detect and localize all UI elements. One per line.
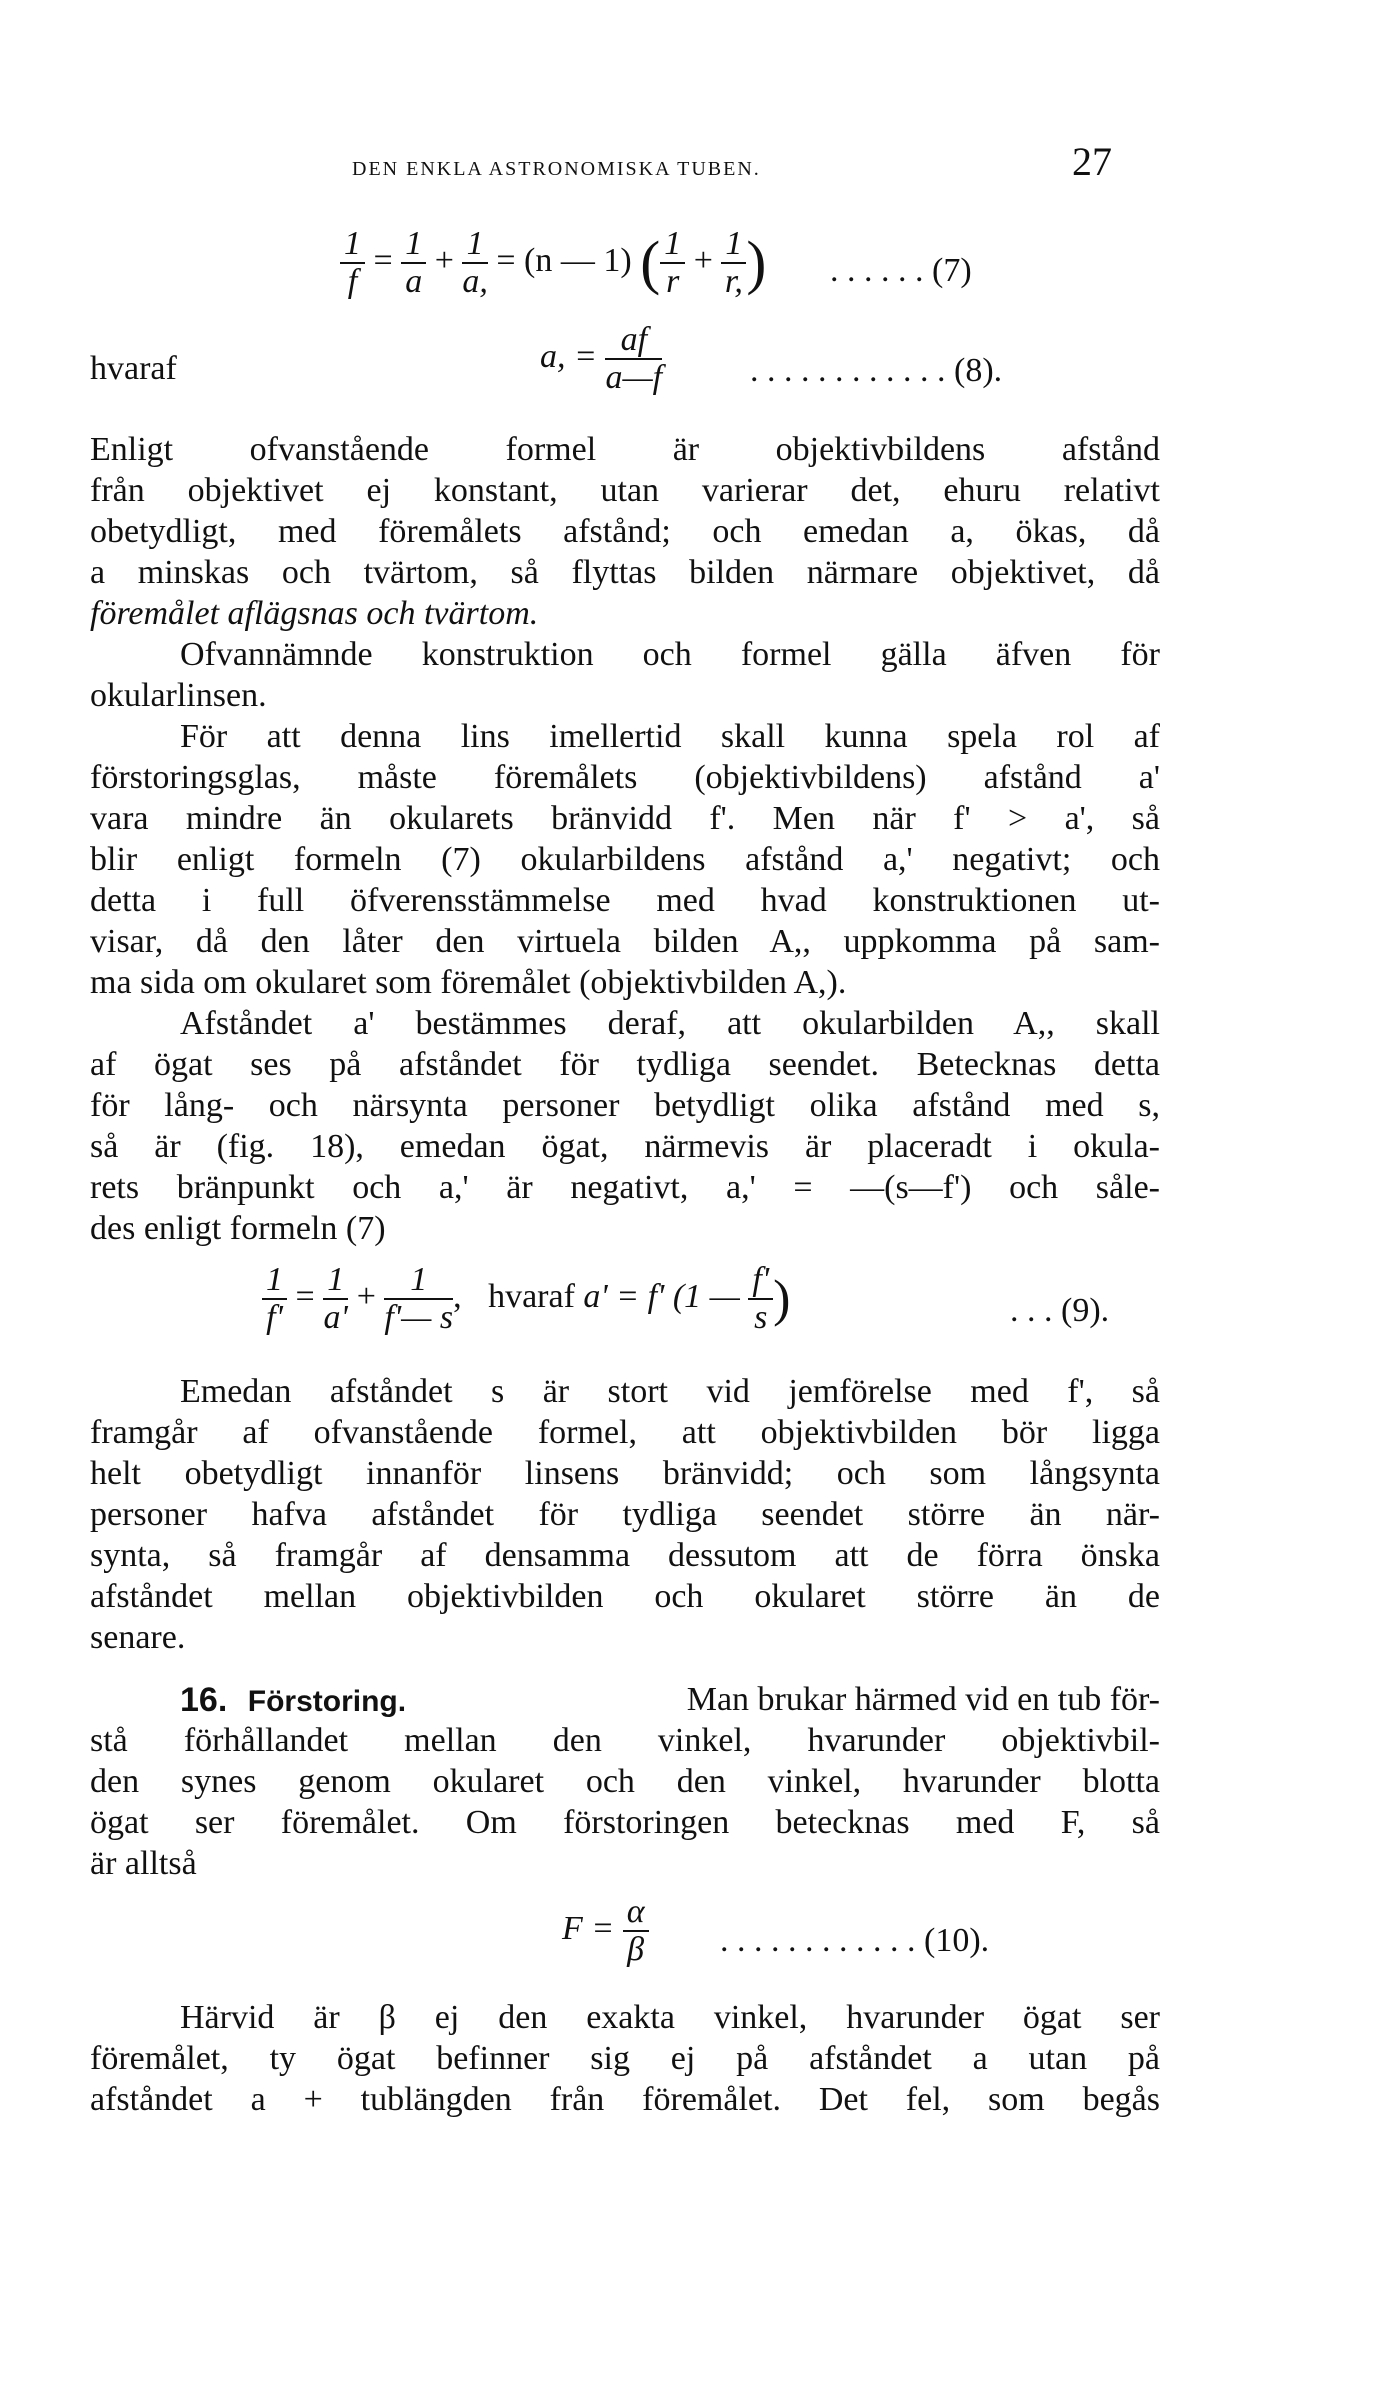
text-line: Härvid är β ej den exakta vinkel, hvarunder ögat ser (180, 1999, 1160, 2036)
text-line: obetydligt, med föremålets afstånd; och emedan a, ökas, då (90, 513, 1160, 550)
text-line: af ögat ses på afståndet för tydliga seendet. Betecknas detta (90, 1046, 1160, 1083)
equation-7: $\frac{1}{f}$ = $\frac{1}{a}$ + $\frac{1}{a,}$ = (n — 1) ( $\frac{1}{r}$ + $\frac{1}{r,}$ ) (340, 226, 766, 300)
equation-10: F = $\frac{\alpha}{\beta}$ (562, 1894, 649, 1968)
text-line: senare. (90, 1619, 186, 1656)
text-line: så är (fig. 18), emedan ögat, närmevis är placeradt i okula- (90, 1128, 1160, 1165)
text-line: Ofvannämnde konstruktion och formel gälla äfven för (180, 636, 1160, 673)
equation-7-tag: . . . . . . (7) (830, 252, 972, 289)
text-line: a minskas och tvärtom, så flyttas bilden närmare objektivet, då (90, 554, 1160, 591)
text-line: Afståndet a' bestämmes deraf, att okularbilden A,, skall (180, 1005, 1160, 1042)
text-line: för lång- och närsynta personer betydligt olika afstånd med s, (90, 1087, 1160, 1124)
section-number: 16. (180, 1681, 228, 1719)
text-line: stå förhållandet mellan den vinkel, hvarunder objektivbil- (90, 1722, 1160, 1759)
text-line: personer hafva afståndet för tydliga seendet större än när- (90, 1496, 1160, 1533)
text-line: För att denna lins imellertid skall kunna spela rol af (180, 718, 1160, 755)
text-line: föremålet, ty ögat befinner sig ej på afståndet a utan på (90, 2040, 1160, 2077)
text-line: den synes genom okularet och den vinkel, hvarunder blotta (90, 1763, 1160, 1800)
text-line: ma sida om okularet som föremålet (objektivbilden A,). (90, 964, 847, 1001)
equation-9: $\frac{1}{f'}$ = $\frac{1}{a'}$ + $\frac{1}{f'— s}$ , hvaraf a' = f' (1 — $\frac{f'}{s}$ ) (262, 1262, 790, 1336)
equation-10-tag: . . . . . . . . . . . . (10). (720, 1922, 990, 1959)
text-line: rets bränpunkt och a,' är negativt, a,' = —(s—f') och såle- (90, 1169, 1160, 1206)
text-line: vara mindre än okularets bränvidd f'. Men när f' > a', så (90, 800, 1160, 837)
text-line: blir enligt formeln (7) okularbildens afstånd a,' negativt; och (90, 841, 1160, 878)
text-line: des enligt formeln (7) (90, 1210, 386, 1247)
equation-8: a, = $\frac{af}{a—f}$ (540, 321, 663, 396)
text-line: föremålet aflägsnas och tvärtom. (90, 595, 539, 632)
text-line: Enligt ofvanstående formel är objektivbildens afstånd (90, 431, 1160, 468)
text-line: Emedan afståndet s är stort vid jemförelse med f', så (180, 1373, 1160, 1410)
text-line: afståndet a + tublängden från föremålet. Det fel, som begås (90, 2081, 1160, 2118)
text-line: afståndet mellan objektivbilden och okularet större än de (90, 1578, 1160, 1615)
text-line: synta, så framgår af densamma dessutom att de förra önska (90, 1537, 1160, 1574)
text-line: helt obetydligt innanför linsens bränvidd; och som långsynta (90, 1455, 1160, 1492)
text-line: okularlinsen. (90, 677, 267, 714)
equation-9-tag: . . . (9). (1010, 1292, 1110, 1329)
running-header: DEN ENKLA ASTRONOMISKA TUBEN. (352, 158, 761, 180)
equation-8-tag: . . . . . . . . . . . . (8). (750, 352, 1003, 389)
text-line: ögat ser föremålet. Om förstoringen betecknas med F, så (90, 1804, 1160, 1841)
section-heading-line (180, 1680, 1160, 1722)
text-line: visar, då den låter den virtuela bilden A,, uppkomma på sam- (90, 923, 1160, 960)
text-line: från objektivet ej konstant, utan varierar det, ehuru relativt (90, 472, 1160, 509)
text-line: är alltså (90, 1845, 197, 1882)
page-number: 27 (1072, 139, 1112, 184)
text-line: framgår af ofvanstående formel, att objektivbilden bör ligga (90, 1414, 1160, 1451)
text-line: förstoringsglas, måste föremålets (objektivbildens) afstånd a' (90, 759, 1160, 796)
text-line: detta i full öfverensstämmelse med hvad konstruktionen ut- (90, 882, 1160, 919)
section-first-line: Man brukar härmed vid en tub för- (686, 1681, 1160, 1718)
section-title: Förstoring. (247, 1685, 407, 1718)
equation-8-label: hvaraf (90, 350, 177, 387)
